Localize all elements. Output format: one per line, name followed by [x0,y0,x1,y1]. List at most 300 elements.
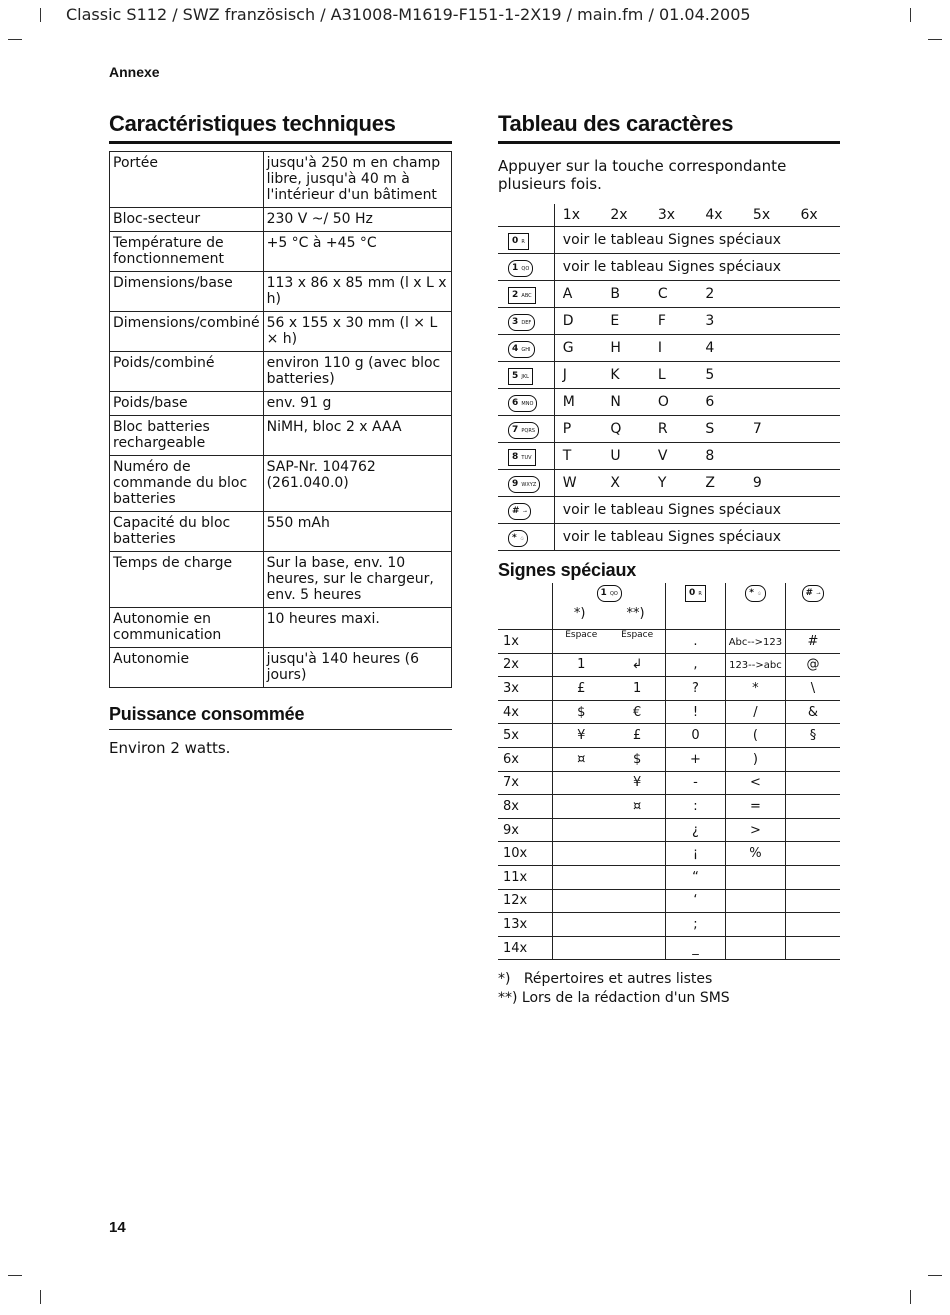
special-char: - [693,775,698,791]
special-char-cell [609,677,665,701]
char-cell [792,416,840,443]
special-char-cell [785,842,840,866]
special-char: ↲ [631,657,643,673]
key-sublabel: R [698,591,702,597]
table-row [110,152,452,208]
table-row [110,456,452,512]
table-row [498,524,840,551]
special-char-cell [553,865,609,889]
table-row [498,335,840,362]
char-table [498,204,840,551]
char-cell: voir le tableau Signes spéciaux [554,524,840,551]
power-text: Environ 2 watts. [109,739,231,757]
char-cell: T [554,443,602,470]
special-char-cell [666,724,726,748]
special-char: ¿ [692,822,699,838]
special-char: _ [692,940,699,956]
char-cell: R [650,416,698,443]
key-sublabel: WXYZ [521,481,537,488]
table-row [110,208,452,232]
special-char-cell [725,653,785,677]
char-cell: D [554,308,602,335]
crop-mark [928,1275,942,1276]
press-header: 1x [554,204,602,227]
sub-header-row [553,606,665,621]
special-char: @ [806,657,820,673]
char-cell: J [554,362,602,389]
char-cell: V [650,443,698,470]
char-cell: 3 [697,308,745,335]
char-table-title: Tableau des caractères [498,111,840,144]
spec-label: Poids/combiné [110,352,264,392]
key-1-icon [508,260,533,277]
press-label: 2x [498,653,553,677]
table-row [498,842,840,866]
table-row [110,312,452,352]
special-char-cell [666,795,726,819]
spec-label: Poids/base [110,392,264,416]
special-char-cell [553,795,609,819]
table-row [498,443,840,470]
char-cell: U [602,443,650,470]
special-char-cell [785,700,840,724]
table-row [110,416,452,456]
special-char-cell [725,842,785,866]
char-cell: H [602,335,650,362]
key-sublabel: QO [609,591,618,597]
special-char-cell [609,842,665,866]
table-row [498,677,840,701]
special-char-cell [666,913,726,937]
key-sublabel: R [521,238,525,245]
specs-title: Caractéristiques techniques [109,111,452,144]
char-cell: Q [602,416,650,443]
special-char-cell [785,677,840,701]
press-header: 2x [602,204,650,227]
table-row [498,771,840,795]
key-sublabel: ABC [521,292,532,299]
key-sublabel: ♤ [519,535,525,542]
key-0-icon [685,585,706,602]
special-title: Signes spéciaux [498,560,637,580]
char-table-intro: Appuyer sur la touche correspondante plusieurs fois. [498,157,787,193]
table-row [110,512,452,552]
key-label: 0 [512,235,519,246]
special-char-cell [725,818,785,842]
key-cell [498,308,554,335]
key-2-icon [508,287,536,304]
table-row [498,308,840,335]
char-cell: F [650,308,698,335]
spec-label: Température de fonctionnement [110,232,264,272]
char-cell: P [554,416,602,443]
spec-value: Sur la base, env. 10 heures, sur le chargeur, env. 5 heures [263,552,451,608]
table-row [498,865,840,889]
special-char-cell [666,653,726,677]
key-4-icon [508,341,535,358]
char-cell: 7 [745,416,793,443]
char-cell: G [554,335,602,362]
special-char-cell [666,677,726,701]
key-9-icon [508,476,540,493]
key-header-cell [785,583,840,630]
char-cell [792,281,840,308]
special-char: ‘ [693,893,698,909]
char-cell: S [697,416,745,443]
special-char: £ [577,680,586,696]
char-cell: 2 [697,281,745,308]
key-cell [498,227,554,254]
special-char: ( [752,728,758,744]
key-sublabel: MNO [521,400,534,407]
table-row [110,648,452,688]
key-header-cell [666,583,726,630]
spec-label: Autonomie [110,648,264,688]
special-char: ) [752,751,758,767]
special-char-cell [785,818,840,842]
special-char: ¥ [577,728,586,744]
special-char: 0 [691,728,700,744]
key-#-icon [802,585,825,602]
char-cell: voir le tableau Signes spéciaux [554,227,840,254]
key-*-icon [745,585,765,602]
press-label: 1x [498,630,553,654]
special-char: ¤ [577,751,586,767]
spec-label: Bloc batteries rechargeable [110,416,264,456]
press-label: 6x [498,747,553,771]
key-sublabel: DEF [521,319,532,326]
special-char-cell [725,724,785,748]
special-char-cell [666,842,726,866]
key-label: # [512,505,520,516]
char-cell: Z [697,470,745,497]
special-char-cell [609,630,665,654]
key-*-icon [508,530,528,547]
special-char-cell [553,818,609,842]
table-row [498,818,840,842]
special-char: ¥ [632,775,642,791]
special-char-cell [609,724,665,748]
special-char-cell [785,889,840,913]
special-char: / [753,704,758,720]
key-label: 8 [512,451,519,462]
special-char-cell [609,700,665,724]
table-row [498,362,840,389]
char-cell: I [650,335,698,362]
char-cell [745,443,793,470]
spec-value: 10 heures maxi. [263,608,451,648]
special-char: ¡ [692,846,699,862]
char-cell: O [650,389,698,416]
special-char: = [749,798,761,814]
char-cell: C [650,281,698,308]
special-char: Espace [565,630,598,640]
char-cell [745,335,793,362]
key-label: # [805,588,814,598]
special-char-cell [785,913,840,937]
table-row [498,281,840,308]
press-label: 7x [498,771,553,795]
key-3-icon [508,314,535,331]
press-label: 8x [498,795,553,819]
table-row [498,254,840,281]
special-char: Espace [621,630,654,640]
press-label: 4x [498,700,553,724]
spec-label: Temps de charge [110,552,264,608]
char-cell: 9 [745,470,793,497]
special-char-cell [785,795,840,819]
corner-cell [498,204,554,227]
press-header: 4x [697,204,745,227]
special-char-cell [666,747,726,771]
table-row [498,747,840,771]
special-char: ¤ [632,798,642,814]
special-char: + [690,751,701,767]
key-5-icon [508,368,533,385]
spec-value: jusqu'à 250 m en champ libre, jusqu'à 40 m à l'intérieur d'un bâtiment [263,152,451,208]
key-8-icon [508,449,536,466]
special-char-cell [666,818,726,842]
key-7-icon [508,422,539,439]
crop-mark [910,8,911,22]
special-char: 123-->abc [729,660,782,672]
special-char-cell [609,771,665,795]
table-header-row [498,204,840,227]
key-label: * [749,588,754,598]
spec-value: 113 x 86 x 85 mm (l x L x h) [263,272,451,312]
special-char: € [632,704,642,720]
press-label: 3x [498,677,553,701]
spec-label: Capacité du bloc batteries [110,512,264,552]
crop-mark [910,1290,911,1304]
special-char-cell [725,700,785,724]
key-cell [498,254,554,281]
special-char: > [749,822,761,838]
press-header: 6x [792,204,840,227]
special-char: $ [577,704,586,720]
table-row [498,416,840,443]
special-char-cell [553,913,609,937]
crop-mark [8,39,22,40]
table-row [110,352,452,392]
spec-value: +5 °C à +45 °C [263,232,451,272]
char-cell: B [602,281,650,308]
special-char-cell [725,771,785,795]
char-cell: A [554,281,602,308]
special-table [498,583,840,960]
press-header: 3x [650,204,698,227]
special-char-cell [609,653,665,677]
special-char-cell [609,913,665,937]
special-char-cell [725,795,785,819]
char-cell [745,281,793,308]
spec-value: NiMH, bloc 2 x AAA [263,416,451,456]
special-char-cell [553,630,609,654]
spec-value: environ 110 g (avec bloc batteries) [263,352,451,392]
special-char-cell [785,724,840,748]
table-row [110,272,452,312]
char-cell: L [650,362,698,389]
char-cell [792,308,840,335]
key-label: 1 [512,262,519,273]
key-sublabel: JKL [521,373,529,380]
key-label: 9 [512,478,519,489]
document-header: Classic S112 / SWZ französisch / A31008-M1619-F151-1-2X19 / main.fm / 01.04.2005 [66,5,751,24]
special-char-cell [553,724,609,748]
press-label: 12x [498,889,553,913]
footnote: *) Répertoires et autres listes [498,971,713,987]
table-row [498,700,840,724]
special-char: 1 [632,680,642,696]
char-cell [792,443,840,470]
table-row [498,630,840,654]
char-cell: E [602,308,650,335]
table-row [498,936,840,960]
special-char-cell [725,677,785,701]
special-char: ; [693,916,698,932]
sub-header: **) [626,606,645,621]
spec-value: 56 x 155 x 30 mm (l × L × h) [263,312,451,352]
press-label: 14x [498,936,553,960]
key-sublabel: QO [521,265,530,272]
special-char-cell [553,747,609,771]
key-sublabel: ⊸ [522,508,527,515]
char-cell: M [554,389,602,416]
key-label: * [512,532,517,543]
special-char: : [693,798,698,814]
special-char-cell [553,677,609,701]
spec-label: Autonomie en communication [110,608,264,648]
section-label: Annexe [109,64,160,80]
char-cell [745,308,793,335]
key-1-icon [597,585,622,602]
key-cell [498,497,554,524]
spec-label: Numéro de commande du bloc batteries [110,456,264,512]
key-#-icon [508,503,531,520]
specs-table [109,151,452,688]
char-cell: 6 [697,389,745,416]
press-label: 9x [498,818,553,842]
special-char-cell [553,700,609,724]
key-cell [498,524,554,551]
key-sublabel: PQRS [521,427,536,434]
key-cell [498,362,554,389]
char-cell: W [554,470,602,497]
special-char: , [693,657,698,673]
crop-mark [40,1290,41,1304]
special-char: < [749,775,761,791]
table-row [498,227,840,254]
spec-value: 230 V ~/ 50 Hz [263,208,451,232]
key-label: 4 [512,343,519,354]
table-row [498,497,840,524]
spec-value: jusqu'à 140 heures (6 jours) [263,648,451,688]
special-char-cell [785,771,840,795]
spec-label: Dimensions/combiné [110,312,264,352]
special-char-cell [609,865,665,889]
press-label: 5x [498,724,553,748]
table-row [110,232,452,272]
crop-mark [8,1275,22,1276]
key-sublabel: TUV [521,454,532,461]
divider [109,729,452,730]
special-char-cell [725,889,785,913]
spec-label: Bloc-secteur [110,208,264,232]
special-char: ? [692,680,699,696]
key-cell [498,281,554,308]
key-cell [498,443,554,470]
special-char-cell [553,653,609,677]
char-cell [745,389,793,416]
table-row [498,913,840,937]
key-sublabel: ⊸ [816,591,821,597]
key-label: 2 [512,289,519,300]
special-char-cell [666,630,726,654]
table-row [498,795,840,819]
special-char: * [752,680,759,696]
crop-mark [40,8,41,22]
table-row [498,724,840,748]
table-row [498,470,840,497]
special-char-cell [609,936,665,960]
special-char: \ [810,680,816,696]
char-cell: X [602,470,650,497]
press-label: 13x [498,913,553,937]
special-char: 1 [577,657,586,673]
key-label: 0 [689,588,696,598]
footnote: **) Lors de la rédaction d'un SMS [498,990,730,1006]
char-cell [792,335,840,362]
special-char: Abc-->123 [728,636,783,648]
char-cell: 4 [697,335,745,362]
special-char-cell [785,653,840,677]
key-cell [498,335,554,362]
special-char: . [693,633,698,649]
press-label: 11x [498,865,553,889]
char-cell: Y [650,470,698,497]
special-char-cell [666,865,726,889]
special-char: # [807,633,819,649]
key-header-cell [553,583,666,630]
special-char-cell [553,771,609,795]
sub-header: *) [573,606,586,621]
special-char-cell [785,630,840,654]
special-char-cell [666,771,726,795]
press-label: 10x [498,842,553,866]
char-cell [792,389,840,416]
table-row [110,392,452,416]
char-cell: 5 [697,362,745,389]
power-title: Puissance consommée [109,704,305,724]
special-char: § [809,728,817,744]
key-cell [498,470,554,497]
key-cell [498,416,554,443]
spec-label: Portée [110,152,264,208]
crop-mark [928,39,942,40]
special-char-cell [666,700,726,724]
special-char-cell [725,936,785,960]
char-cell: N [602,389,650,416]
special-char-cell [553,936,609,960]
special-char: ! [692,704,699,720]
key-cell [498,389,554,416]
special-char-cell [609,818,665,842]
char-cell [792,362,840,389]
char-cell: 8 [697,443,745,470]
table-row [498,889,840,913]
char-cell: voir le tableau Signes spéciaux [554,254,840,281]
special-char-cell [725,747,785,771]
